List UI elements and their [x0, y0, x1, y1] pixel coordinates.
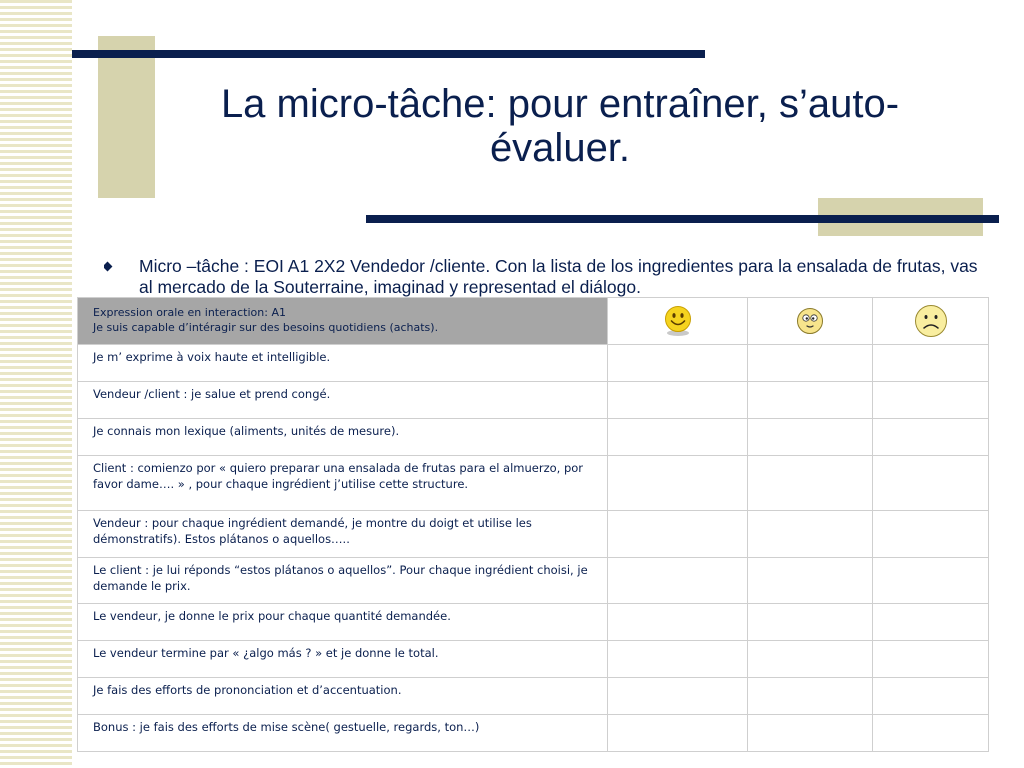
- header-line-1: Expression orale en interaction: A1: [93, 306, 286, 319]
- rating-cell-happy[interactable]: [608, 456, 748, 511]
- criterion-text: Client : comienzo por « quiero preparar una ensalada de frutas para el almuerzo, por favor dame…. » , pour chaque ingrédient j’utilise cette structure.: [93, 461, 584, 491]
- rating-cell-happy[interactable]: [608, 419, 748, 456]
- rating-cell-sad[interactable]: [873, 715, 989, 752]
- criterion-text: Je connais mon lexique (aliments, unités de mesure).: [93, 424, 400, 438]
- rating-cell-happy[interactable]: [608, 345, 748, 382]
- bullet-text: Micro –tâche : EOI A1 2X2 Vendedor /cliente. Con la lista de los ingredientes para la ensalada de frutas, vas al mercado de la Souterraine, imaginad y representad el diálogo.: [139, 256, 978, 297]
- header-criteria-cell: [78, 298, 608, 345]
- neutral-smiley-icon: [796, 307, 824, 335]
- rating-cell-sad[interactable]: [873, 382, 989, 419]
- diamond-bullet-icon: [104, 262, 112, 272]
- criterion-text: Le vendeur, je donne le prix pour chaque quantité demandée.: [93, 609, 451, 623]
- table-row: [78, 641, 989, 678]
- rating-cell-sad[interactable]: [873, 419, 989, 456]
- rating-cell-happy[interactable]: [608, 558, 748, 604]
- table-row: [78, 604, 989, 641]
- table-header-row: [78, 298, 989, 345]
- decorative-block-left: [98, 36, 155, 198]
- table-row: [78, 715, 989, 752]
- rating-cell-neutral[interactable]: [748, 345, 873, 382]
- rating-cell-neutral[interactable]: [748, 419, 873, 456]
- criterion-cell: [78, 345, 608, 382]
- header-sad-cell: [873, 298, 989, 345]
- rating-cell-sad[interactable]: [873, 641, 989, 678]
- rating-cell-happy[interactable]: [608, 678, 748, 715]
- table-row: [78, 558, 989, 604]
- title-rule-bottom: [366, 215, 999, 223]
- rating-cell-happy[interactable]: [608, 604, 748, 641]
- header-line-2: Je suis capable d’intéragir sur des besoins quotidiens (achats).: [93, 321, 439, 334]
- table-row: [78, 678, 989, 715]
- self-assessment-table: [77, 297, 989, 752]
- criterion-text: Vendeur /client : je salue et prend congé.: [93, 387, 331, 401]
- decorative-stripes: [0, 0, 72, 768]
- rating-cell-happy[interactable]: [608, 641, 748, 678]
- table-row: [78, 419, 989, 456]
- criterion-cell: [78, 641, 608, 678]
- rating-cell-neutral[interactable]: [748, 511, 873, 558]
- rating-cell-sad[interactable]: [873, 511, 989, 558]
- criterion-text: Le client : je lui réponds “estos plátanos o aquellos”. Pour chaque ingrédient choisi, je demande le prix.: [93, 563, 588, 593]
- rating-cell-neutral[interactable]: [748, 678, 873, 715]
- table-row: [78, 345, 989, 382]
- criterion-cell: [78, 604, 608, 641]
- rating-cell-happy[interactable]: [608, 511, 748, 558]
- rating-cell-sad[interactable]: [873, 604, 989, 641]
- header-happy-cell: [608, 298, 748, 345]
- rating-cell-sad[interactable]: [873, 678, 989, 715]
- rating-cell-neutral[interactable]: [748, 641, 873, 678]
- rating-cell-sad[interactable]: [873, 558, 989, 604]
- rating-cell-happy[interactable]: [608, 382, 748, 419]
- rating-cell-neutral[interactable]: [748, 558, 873, 604]
- criterion-cell: [78, 456, 608, 511]
- criterion-text: Je m’ exprime à voix haute et intelligible.: [93, 350, 331, 364]
- criterion-cell: [78, 382, 608, 419]
- criterion-text: Bonus : je fais des efforts de mise scène( gestuelle, regards, ton…): [93, 720, 480, 734]
- title-rule-top: [72, 50, 705, 58]
- rating-cell-sad[interactable]: [873, 456, 989, 511]
- criterion-text: Je fais des efforts de prononciation et d’accentuation.: [93, 683, 402, 697]
- header-neutral-cell: [748, 298, 873, 345]
- rating-cell-neutral[interactable]: [748, 604, 873, 641]
- bullet-item: [104, 256, 984, 298]
- criterion-text: Vendeur : pour chaque ingrédient demandé, je montre du doigt et utilise les démonstratifs). Estos plátanos o aquellos…..: [93, 516, 532, 546]
- slide-title: La micro-tâche: pour entraîner, s’auto-évaluer.: [220, 82, 900, 170]
- rating-cell-happy[interactable]: [608, 715, 748, 752]
- rating-cell-sad[interactable]: [873, 345, 989, 382]
- sad-smiley-icon: [914, 304, 948, 338]
- criterion-cell: [78, 511, 608, 558]
- table-row: [78, 456, 989, 511]
- rating-cell-neutral[interactable]: [748, 456, 873, 511]
- criterion-cell: [78, 558, 608, 604]
- criterion-cell: [78, 678, 608, 715]
- criterion-text: Le vendeur termine par « ¿algo más ? » et je donne le total.: [93, 646, 439, 660]
- criterion-cell: [78, 715, 608, 752]
- table-row: [78, 511, 989, 558]
- rating-cell-neutral[interactable]: [748, 715, 873, 752]
- happy-smiley-icon: [664, 305, 692, 337]
- criterion-cell: [78, 419, 608, 456]
- rating-cell-neutral[interactable]: [748, 382, 873, 419]
- table-row: [78, 382, 989, 419]
